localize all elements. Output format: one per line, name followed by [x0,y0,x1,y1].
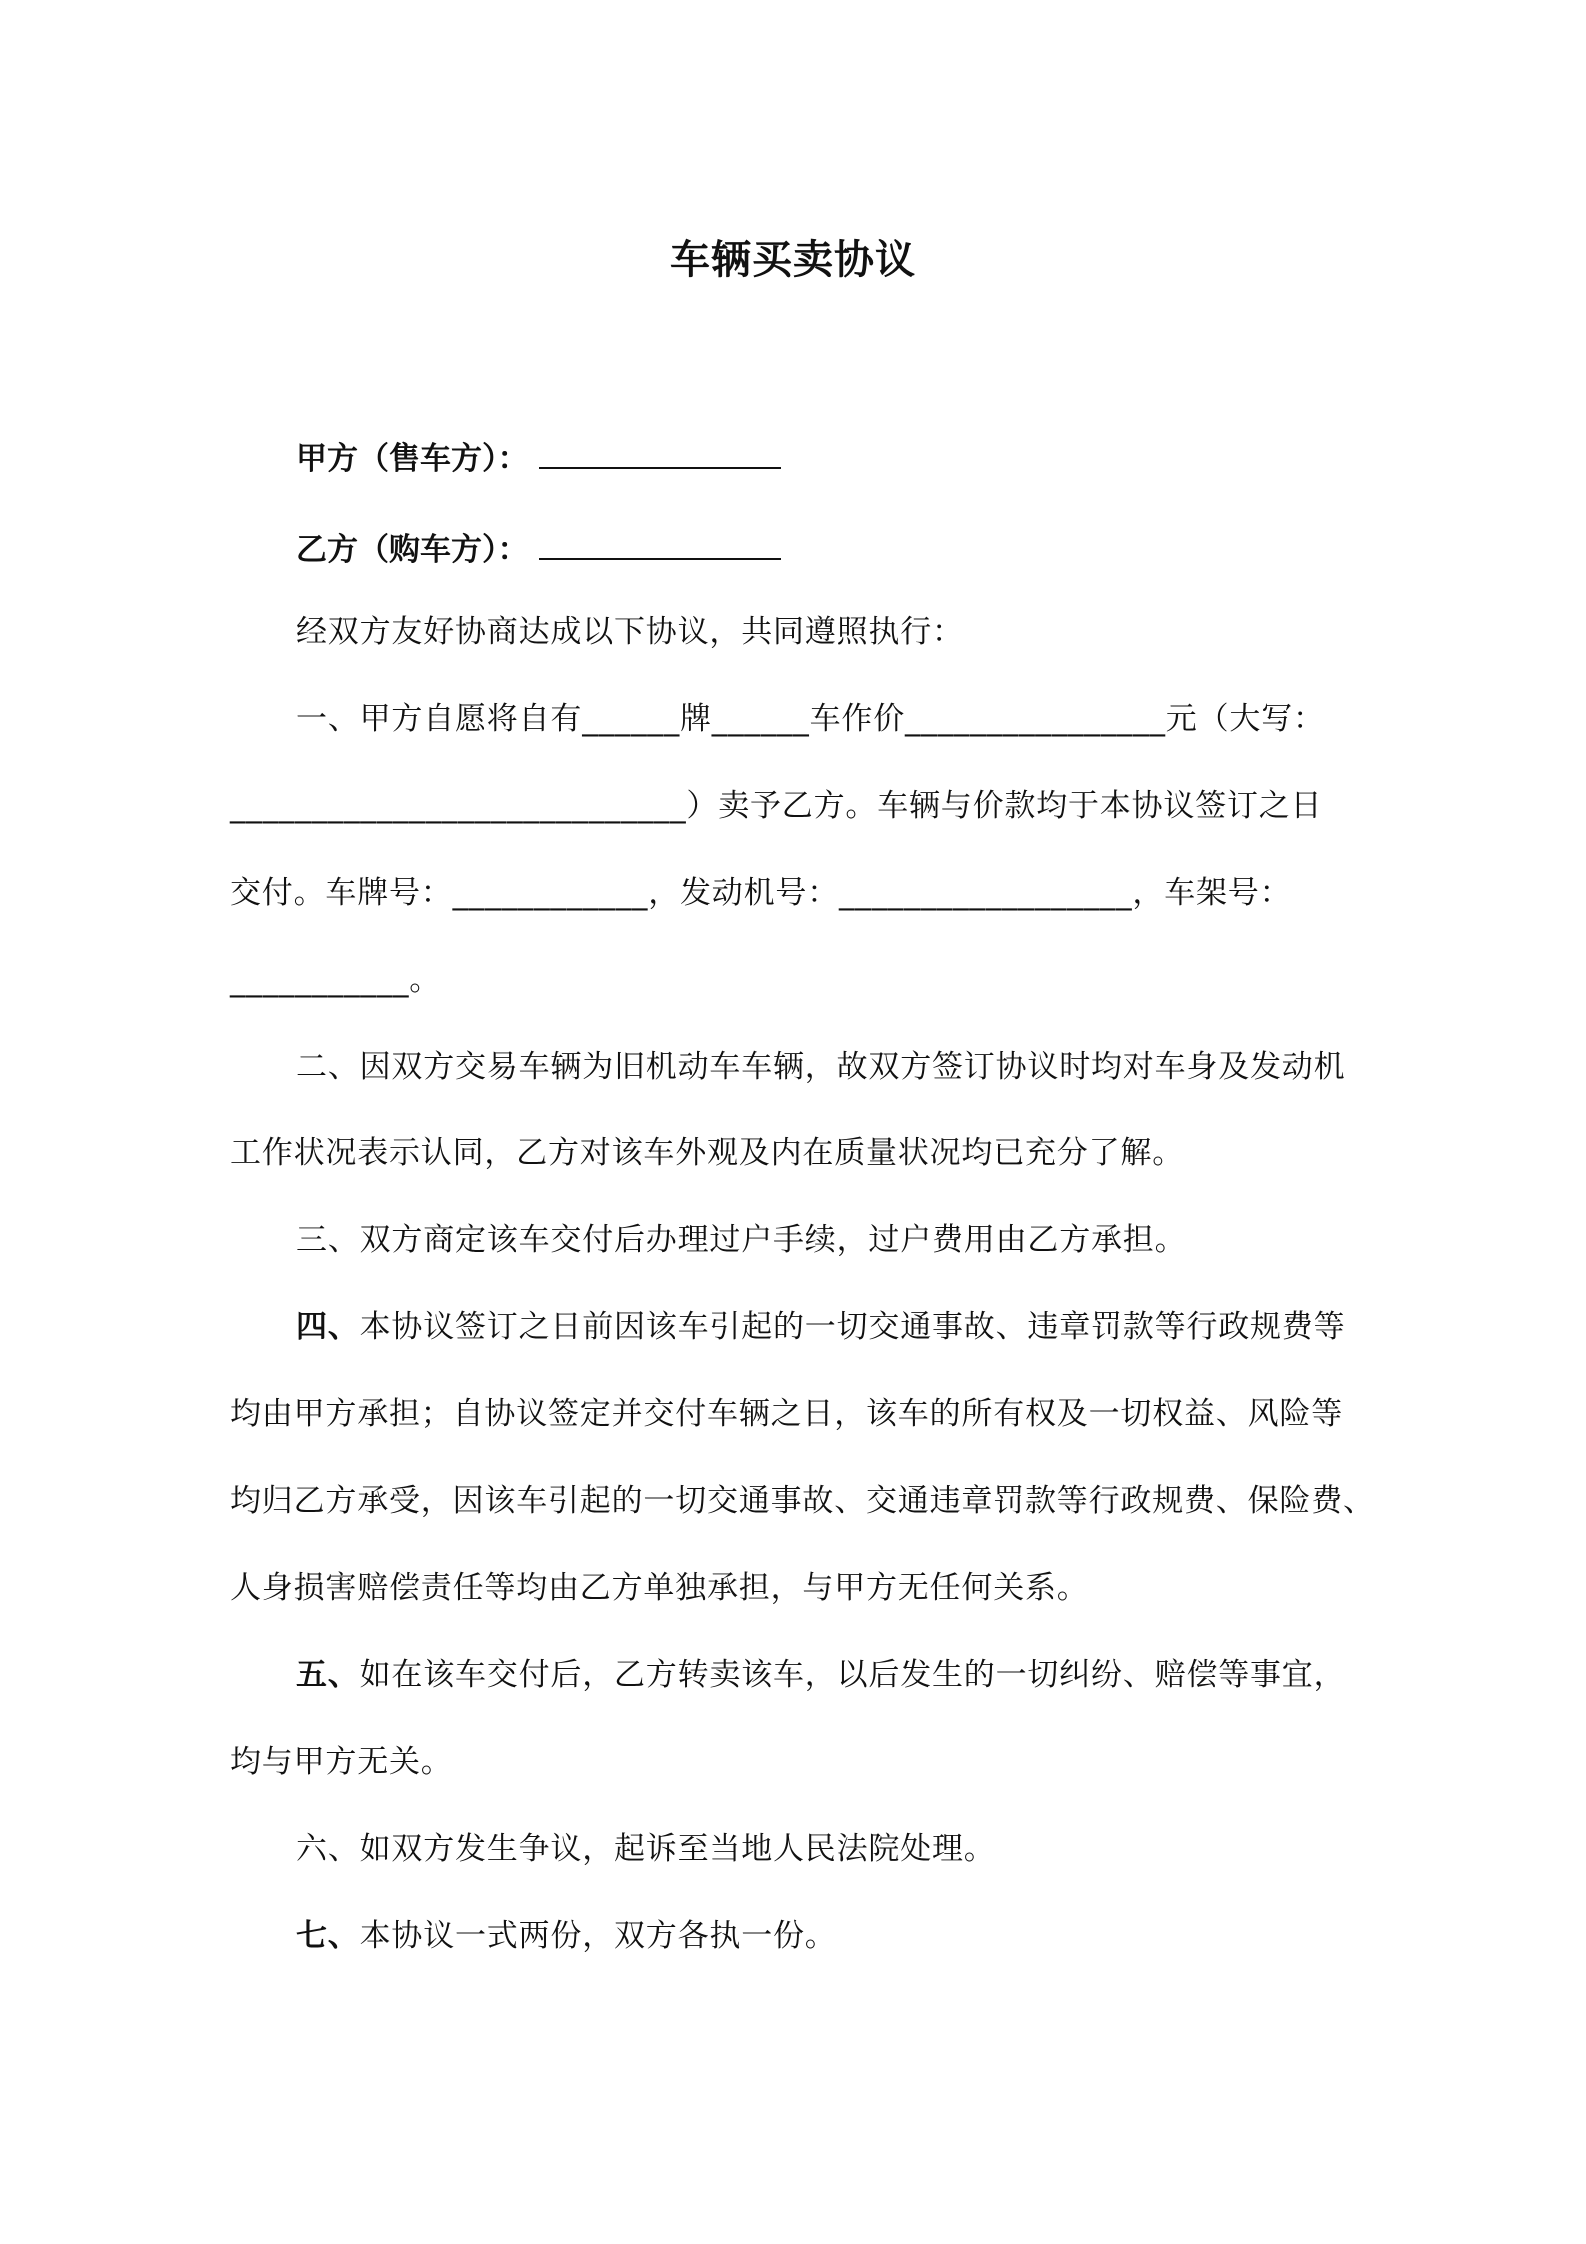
clause-2-line-1 [296,1045,1345,1089]
clause-5-text-1: 如在该车交付后，乙方转卖该车，以后发生的一切纠纷、赔偿等事宜， [359,1657,1346,1693]
clause-4-line-4: 人身损害赔偿责任等均由乙方单独承担，与甲方无任何关系。 [230,1570,1089,1606]
clause-1-line-3: 交付。车牌号：____________，发动机号：__________________，车架号： [230,875,1292,911]
clause-6-line-1 [296,1827,996,1871]
clause-5-line-1 [296,1653,1345,1697]
party-a-blank [539,437,781,469]
document-title: 车辆买卖协议 [670,237,916,283]
clause-4-text-1: 本协议签订之日前因该车引起的一切交通事故、违章罚款等行政规费等 [359,1309,1346,1345]
party-a-label: 甲方（售车方）： [296,441,529,477]
clause-7-line-1 [296,1914,837,1958]
clause-7-text-1: 本协议一式两份，双方各执一份。 [359,1918,837,1954]
clause-1-number: 一、 [296,701,360,737]
clause-3-text-1: 双方商定该车交付后办理过户手续，过户费用由乙方承担。 [359,1222,1187,1258]
clause-1-line-4: ___________。 [230,962,442,998]
intro-text: 经双方友好协商达成以下协议，共同遵照执行： [296,614,964,650]
clause-5-number: 五、 [296,1657,360,1693]
clause-2-number: 二、 [296,1049,360,1085]
clause-5-line-2: 均与甲方无关。 [230,1744,453,1780]
clause-4-number: 四、 [296,1309,360,1345]
party-b-field [296,528,781,572]
clause-6-text-1: 如双方发生争议，起诉至当地人民法院处理。 [359,1831,996,1867]
clause-7-number: 七、 [296,1918,360,1954]
clause-3-line-1 [296,1218,1186,1262]
clause-3-number: 三、 [296,1222,360,1258]
clause-1-line-2: ____________________________）卖予乙方。车辆与价款均于本协议签订之日 [230,788,1323,824]
party-a-field [296,437,781,481]
clause-2-text-1: 因双方交易车辆为旧机动车车辆，故双方签订协议时均对车身及发动机 [359,1049,1346,1085]
clause-1-text-1: 甲方自愿将自有______牌______车作价________________元（大写： [359,701,1325,737]
clause-1-line-1 [296,697,1325,741]
party-b-blank [539,528,781,560]
clause-4-line-3: 均归乙方承受，因该车引起的一切交通事故、交通违章罚款等行政规费、保险费、 [230,1483,1375,1519]
clause-2-line-2: 工作状况表示认同，乙方对该车外观及内在质量状况均已充分了解。 [230,1135,1184,1171]
clause-4-line-1 [296,1305,1345,1349]
clause-6-number: 六、 [296,1831,360,1867]
party-b-label: 乙方（购车方）： [296,532,529,568]
clause-4-line-2: 均由甲方承担；自协议签定并交付车辆之日，该车的所有权及一切权益、风险等 [230,1396,1343,1432]
